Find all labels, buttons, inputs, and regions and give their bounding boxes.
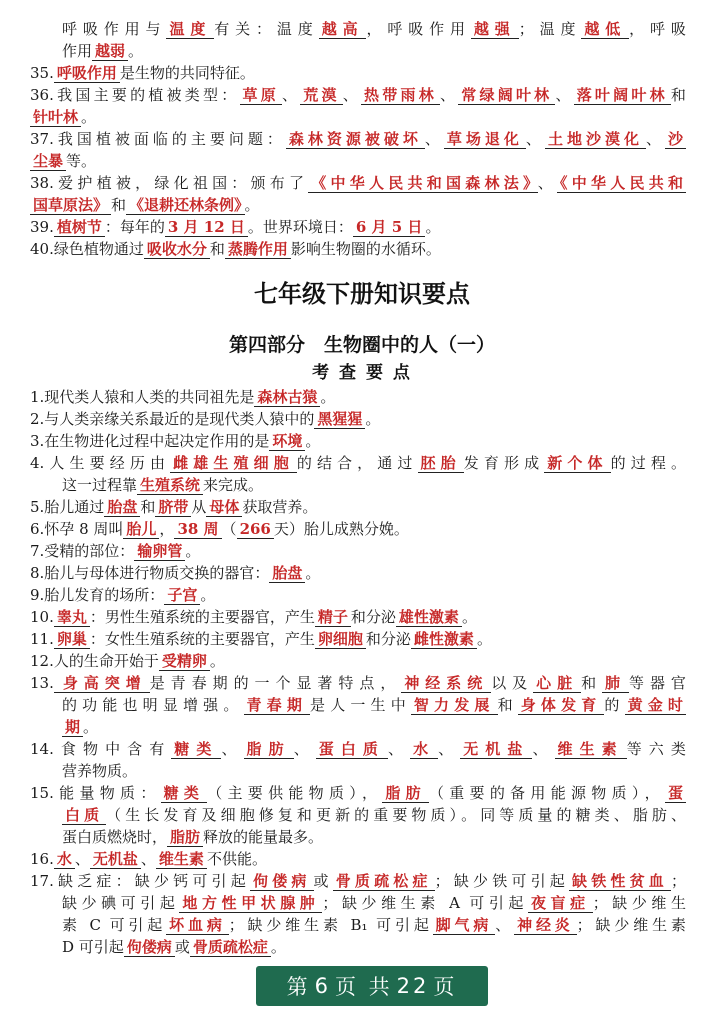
line-text: 蛋白质燃烧时， bbox=[62, 828, 168, 846]
line-text: 11. bbox=[30, 630, 54, 648]
answer-blank: 植树节 bbox=[54, 218, 105, 237]
line-text: （生长发育及细胞修复和更新的重要物质）。同等质量的糖类、脂肪、 bbox=[106, 806, 686, 824]
text-line bbox=[30, 452, 686, 474]
answer-blank: 佝偻病 bbox=[250, 872, 314, 891]
line-text: 、 bbox=[74, 850, 90, 868]
line-text: 有关：温度 bbox=[214, 20, 319, 38]
text-line bbox=[30, 782, 686, 804]
answer-blank: 土地沙漠化 bbox=[545, 130, 646, 149]
line-text: 10. bbox=[30, 608, 54, 626]
answer-blank: 266 bbox=[237, 520, 274, 539]
line-text: 15.能量物质： bbox=[30, 784, 161, 802]
text-line bbox=[62, 892, 686, 914]
answer-blank: 糖类 bbox=[171, 740, 221, 759]
text-line bbox=[30, 606, 686, 628]
answer-blank: 维生素 bbox=[555, 740, 627, 759]
text-line bbox=[62, 18, 686, 40]
answer-blank: 水 bbox=[410, 740, 438, 759]
line-text: 。 bbox=[83, 718, 99, 736]
answer-blank: 胎盘 bbox=[269, 564, 305, 583]
text-line bbox=[30, 562, 686, 584]
answer-blank: 肺 bbox=[602, 674, 629, 693]
line-text: 等器官 bbox=[629, 674, 686, 692]
line-text: 。 bbox=[476, 630, 492, 648]
line-text: 2.与人类亲缘关系最近的是现代类人猿中的 bbox=[30, 410, 315, 428]
answer-blank: 雌雄生殖细胞 bbox=[170, 454, 297, 473]
answer-blank: 骨质疏松症 bbox=[190, 938, 271, 957]
line-text: 17.缺乏症：缺少钙可引起 bbox=[30, 872, 250, 890]
line-text: 或 bbox=[174, 938, 190, 956]
text-line bbox=[62, 936, 686, 958]
line-text: 36.我国主要的植被类型： bbox=[30, 86, 240, 104]
line-text: 素 C 可引起 bbox=[62, 916, 167, 934]
answer-blank: 热带雨林 bbox=[361, 86, 440, 105]
line-text: 和 bbox=[497, 696, 518, 714]
line-text: 是人一生中 bbox=[310, 696, 411, 714]
answer-blank: 脂肪 bbox=[382, 784, 429, 803]
answer-blank: 受精卵 bbox=[159, 652, 210, 671]
line-text: 作用 bbox=[62, 42, 93, 60]
text-line bbox=[62, 804, 686, 826]
text-line bbox=[30, 172, 686, 194]
answer-blank: 环境 bbox=[269, 432, 305, 451]
chapter-title: 七年级下册知识要点 bbox=[254, 280, 470, 308]
text-line bbox=[62, 40, 686, 62]
answer-blank: 《退耕还林条例》 bbox=[126, 196, 245, 215]
line-text: 、 bbox=[495, 916, 515, 934]
answer-blank: 越弱 bbox=[92, 42, 128, 61]
answer-blank: 呼吸作用 bbox=[54, 64, 120, 83]
line-text: 39. bbox=[30, 218, 54, 236]
answer-blank: 胎盘 bbox=[104, 498, 140, 517]
answer-blank: 胎儿 bbox=[123, 520, 159, 539]
answer-blank: 38 周 bbox=[174, 520, 221, 539]
line-text: 、 bbox=[645, 130, 665, 148]
answer-blank: 吸收水分 bbox=[144, 240, 210, 259]
line-text: 。 bbox=[200, 586, 216, 604]
answer-blank: 蛋 bbox=[665, 784, 686, 803]
answer-blank: 无机盐 bbox=[460, 740, 532, 759]
text-line bbox=[62, 694, 686, 716]
line-text: 。 bbox=[365, 410, 381, 428]
text-line bbox=[30, 128, 686, 150]
answer-blank: 地方性甲状腺肿 bbox=[179, 894, 322, 913]
current-page-number: 6 bbox=[314, 974, 331, 998]
answer-blank: 越低 bbox=[581, 20, 629, 39]
line-text: 是生物的共同特征。 bbox=[119, 64, 255, 82]
answer-blank: 卵巢 bbox=[54, 630, 90, 649]
line-text: 、 bbox=[525, 130, 545, 148]
text-line bbox=[30, 518, 686, 540]
answer-blank: 子宫 bbox=[164, 586, 200, 605]
line-text: 、 bbox=[387, 740, 411, 758]
line-text: 、 bbox=[140, 850, 156, 868]
line-text: 天）胎儿成熟分娩。 bbox=[273, 520, 409, 538]
text-line bbox=[62, 474, 686, 496]
text-line bbox=[30, 672, 686, 694]
line-text: 和 bbox=[140, 498, 156, 516]
answer-blank: 森林资源被破坏 bbox=[286, 130, 425, 149]
answer-blank: 草场退化 bbox=[444, 130, 526, 149]
answer-blank: 国草原法》 bbox=[30, 196, 111, 215]
text-line bbox=[30, 496, 686, 518]
line-text: 。 bbox=[461, 608, 477, 626]
answer-blank: 心脏 bbox=[533, 674, 581, 693]
answer-blank: 身体发育 bbox=[518, 696, 605, 715]
line-text: 不供能。 bbox=[206, 850, 267, 868]
answer-blank: 母体 bbox=[206, 498, 242, 517]
line-text: 。 bbox=[305, 564, 321, 582]
line-text: 等。 bbox=[66, 152, 97, 170]
text-line bbox=[30, 386, 686, 408]
line-text: 38.爱护植被，绿化祖国：颁布了 bbox=[30, 174, 309, 192]
answer-blank: 《中华人民共和国森林法》 bbox=[308, 174, 537, 193]
answer-blank: 常绿阔叶林 bbox=[458, 86, 555, 105]
text-line bbox=[62, 716, 686, 738]
text-line bbox=[62, 826, 686, 848]
line-text: 和 bbox=[670, 86, 686, 104]
line-text: 13. bbox=[30, 674, 54, 692]
line-text: 14.食物中含有 bbox=[30, 740, 172, 758]
answer-blank: 睾丸 bbox=[54, 608, 90, 627]
line-text: 营养物质。 bbox=[62, 762, 138, 780]
line-text: （主要供能物质）， bbox=[207, 784, 383, 802]
line-text: 1.现代类人猿和人类的共同祖先是 bbox=[30, 388, 255, 406]
total-page-count: 22 bbox=[396, 974, 430, 998]
text-line bbox=[30, 62, 686, 84]
answer-blank: 针叶林 bbox=[30, 108, 81, 127]
answer-blank: 尘暴 bbox=[30, 152, 66, 171]
answer-blank: 骨质疏松症 bbox=[333, 872, 435, 891]
answer-blank: 森林古猿 bbox=[254, 388, 320, 407]
text-line bbox=[62, 914, 686, 936]
page-suffix: 页 bbox=[433, 975, 458, 999]
answer-blank: 精子 bbox=[315, 608, 351, 627]
line-text: ：男性生殖系统的主要器官，产生 bbox=[89, 608, 315, 626]
line-text: 。 bbox=[185, 542, 201, 560]
answer-blank: 蛋白质 bbox=[316, 740, 388, 759]
answer-blank: 落叶阔叶林 bbox=[574, 86, 671, 105]
answer-blank: 卵细胞 bbox=[315, 630, 366, 649]
answer-blank: 《中华人民共和 bbox=[557, 174, 686, 193]
line-text: 发育形成 bbox=[463, 454, 545, 472]
answer-blank: 6 月 5 日 bbox=[353, 218, 426, 237]
line-text: 。 bbox=[320, 388, 336, 406]
line-text: 或 bbox=[313, 872, 333, 890]
line-text: 来完成。 bbox=[203, 476, 264, 494]
section-subtitle: 考 查 要 点 bbox=[312, 363, 412, 383]
page-indicator bbox=[256, 966, 488, 1006]
text-line bbox=[30, 540, 686, 562]
line-text: 。 bbox=[244, 196, 260, 214]
answer-blank: 青春期 bbox=[244, 696, 311, 715]
answer-blank: 脂肪 bbox=[244, 740, 294, 759]
answer-blank: 白质 bbox=[62, 806, 106, 825]
text-line bbox=[30, 150, 686, 172]
line-text: 。 bbox=[128, 42, 144, 60]
line-text: 是青春期的一个显著特点， bbox=[149, 674, 402, 692]
line-text: 以及 bbox=[491, 674, 534, 692]
line-text: 。 bbox=[209, 652, 225, 670]
text-line bbox=[30, 106, 686, 128]
text-line bbox=[30, 238, 686, 260]
page-middle-text: 页 共 bbox=[334, 975, 393, 999]
line-text: 从 bbox=[191, 498, 207, 516]
line-text: 获取营养。 bbox=[242, 498, 318, 516]
line-text: 和分泌 bbox=[365, 630, 411, 648]
line-text: ；缺少维生素 A 可引起 bbox=[322, 894, 528, 912]
line-text: （ bbox=[221, 520, 237, 538]
line-text: ；缺少维生素 bbox=[576, 916, 686, 934]
line-text: 和 bbox=[111, 196, 127, 214]
answer-blank: 神经炎 bbox=[514, 916, 577, 935]
answer-blank: 荒漠 bbox=[300, 86, 342, 105]
answer-blank: 维生素 bbox=[156, 850, 207, 869]
text-line bbox=[30, 584, 686, 606]
answer-blank: 水 bbox=[54, 850, 75, 869]
answer-blank: 新个体 bbox=[544, 454, 610, 473]
part-title: 第四部分 生物圈中的人（一） bbox=[228, 334, 495, 356]
line-text: 。 bbox=[270, 938, 286, 956]
line-text: 、 bbox=[221, 740, 244, 758]
answer-blank: 佝偻病 bbox=[124, 938, 175, 957]
line-text: 这一过程靠 bbox=[62, 476, 138, 494]
answer-blank: 无机盐 bbox=[90, 850, 141, 869]
line-text: ，呼吸 bbox=[629, 20, 686, 38]
line-text: ，呼吸作用 bbox=[366, 20, 471, 38]
answer-blank: 黄金时 bbox=[625, 696, 686, 715]
answer-blank: 3 月 12 日 bbox=[165, 218, 248, 237]
line-text: 的 bbox=[604, 696, 625, 714]
line-text: 9.胎儿发育的场所： bbox=[30, 586, 165, 604]
line-text: 和 bbox=[581, 674, 603, 692]
line-text: 的结合，通过 bbox=[296, 454, 418, 472]
line-text: （重要的备用能源物质）， bbox=[428, 784, 665, 802]
answer-blank: 糖类 bbox=[161, 784, 208, 803]
line-text: 40.绿色植物通过 bbox=[30, 240, 144, 258]
line-text: 6.怀孕 8 周叫 bbox=[30, 520, 124, 538]
line-text: 3.在生物进化过程中起决定作用的是 bbox=[30, 432, 270, 450]
line-text: 8.胎儿与母体进行物质交换的器官： bbox=[30, 564, 270, 582]
line-text: 的过程。 bbox=[610, 454, 686, 472]
line-text: 12.人的生命开始于 bbox=[30, 652, 159, 670]
answer-blank: 缺铁性贫血 bbox=[569, 872, 671, 891]
line-text: 、 bbox=[293, 740, 316, 758]
line-text: ：女性生殖系统的主要器官，产生 bbox=[89, 630, 315, 648]
answer-blank: 身高突增 bbox=[54, 674, 150, 693]
answer-blank: 神经系统 bbox=[401, 674, 491, 693]
answer-blank: 雌性激素 bbox=[411, 630, 477, 649]
line-text: 和 bbox=[209, 240, 225, 258]
text-line bbox=[30, 870, 686, 892]
text-line bbox=[30, 194, 686, 216]
line-text: 4.人生要经历由 bbox=[30, 454, 171, 472]
answer-blank: 雄性激素 bbox=[396, 608, 462, 627]
line-text: 、 bbox=[555, 86, 574, 104]
answer-blank: 坏血病 bbox=[166, 916, 229, 935]
text-line bbox=[62, 760, 686, 782]
line-text: ；缺少维生素 B₁ 可引起 bbox=[228, 916, 433, 934]
text-line bbox=[30, 430, 686, 452]
text-line bbox=[30, 848, 686, 870]
answer-blank: 输卵管 bbox=[134, 542, 185, 561]
line-text: ；缺少维生 bbox=[592, 894, 686, 912]
text-line bbox=[30, 408, 686, 430]
line-text: ；温度 bbox=[518, 20, 582, 38]
line-text: 、 bbox=[439, 86, 459, 104]
answer-blank: 越强 bbox=[471, 20, 519, 39]
answer-blank: 夜盲症 bbox=[528, 894, 593, 913]
line-text: ， bbox=[159, 520, 175, 538]
text-line bbox=[30, 738, 686, 760]
line-text: 37.我国植被面临的主要问题： bbox=[30, 130, 286, 148]
line-text: 16. bbox=[30, 850, 54, 868]
line-text: ；缺少铁可引起 bbox=[434, 872, 569, 890]
line-text: 和分泌 bbox=[350, 608, 396, 626]
text-line bbox=[30, 650, 686, 672]
line-text: 呼吸作用与 bbox=[62, 20, 167, 38]
page-prefix: 第 bbox=[286, 975, 311, 999]
line-text: 等六类 bbox=[626, 740, 686, 758]
text-line bbox=[30, 216, 686, 238]
answer-blank: 温度 bbox=[166, 20, 214, 39]
line-text: ； bbox=[670, 872, 686, 890]
line-text: 、 bbox=[532, 740, 555, 758]
answer-blank: 脚气病 bbox=[433, 916, 496, 935]
answer-blank: 蒸腾作用 bbox=[225, 240, 291, 259]
line-text: 、 bbox=[537, 174, 557, 192]
line-text: 。世界环境日： bbox=[247, 218, 353, 236]
line-text: 、 bbox=[282, 86, 301, 104]
line-text: 释放的能量最多。 bbox=[203, 828, 324, 846]
text-line bbox=[30, 84, 686, 106]
line-text: 。 bbox=[425, 218, 441, 236]
line-text: 、 bbox=[438, 740, 461, 758]
answer-blank: 胚胎 bbox=[418, 454, 464, 473]
line-text: ：每年的 bbox=[104, 218, 165, 236]
line-text: 、 bbox=[342, 86, 361, 104]
line-text: 。 bbox=[81, 108, 97, 126]
line-text: 7.受精的部位： bbox=[30, 542, 135, 560]
line-text: 影响生物圈的水循环。 bbox=[290, 240, 441, 258]
line-text: 。 bbox=[305, 432, 321, 450]
answer-blank: 黑猩猩 bbox=[314, 410, 365, 429]
answer-blank: 沙 bbox=[665, 130, 686, 149]
answer-blank: 期 bbox=[62, 718, 83, 737]
line-text: 35. bbox=[30, 64, 54, 82]
line-text: 的功能也明显增强。 bbox=[62, 696, 244, 714]
answer-blank: 脐带 bbox=[155, 498, 191, 517]
answer-blank: 生殖系统 bbox=[137, 476, 203, 495]
line-text: 缺少碘可引起 bbox=[62, 894, 180, 912]
answer-blank: 脂肪 bbox=[167, 828, 203, 847]
line-text: 5.胎儿通过 bbox=[30, 498, 105, 516]
answer-blank: 草原 bbox=[240, 86, 282, 105]
text-line bbox=[30, 628, 686, 650]
line-text: D 可引起 bbox=[62, 938, 124, 956]
answer-blank: 越高 bbox=[319, 20, 367, 39]
answer-blank: 智力发展 bbox=[411, 696, 498, 715]
line-text: 、 bbox=[424, 130, 444, 148]
